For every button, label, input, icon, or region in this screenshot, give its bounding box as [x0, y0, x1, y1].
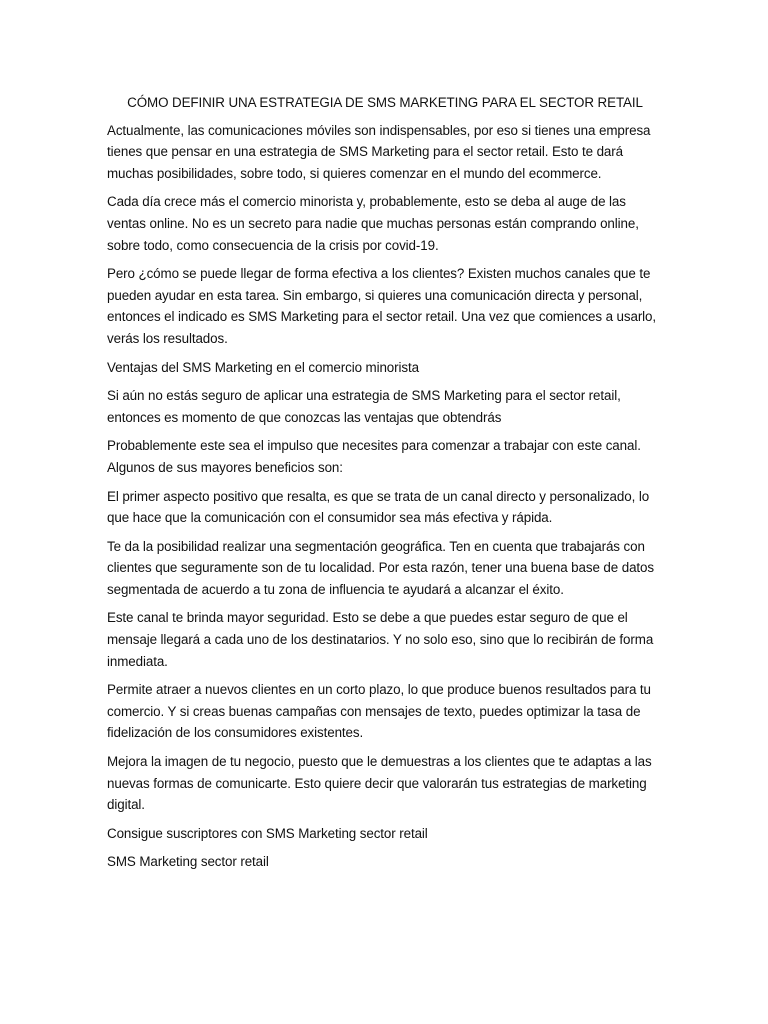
- section-heading-subscribers: Consigue suscriptores con SMS Marketing sector retail: [107, 825, 428, 841]
- paragraph-image: Mejora la imagen de tu negocio, puesto que le demuestras a los clientes que te adaptas a las nuevas formas de comunicarte. Esto quiere decir que valorarán tus estrategias de marketing digital.: [107, 754, 652, 813]
- paragraph-growth: Cada día crece más el comercio minorista y, probablemente, esto se deba al auge de las ventas online. No es un secreto para nadie que muchas personas están comprando online, sobre todo, como consecuencia de la crisis por covid-19.: [107, 194, 639, 253]
- paragraph-intro: Actualmente, las comunicaciones móviles son indispensables, por eso si tienes una empresa tienes que pensar en una estrategia de SMS Marketing para el sector retail. Esto te dará muchas posibilidades, sobre todo, si quieres comenzar en el mundo del ecommerce.: [107, 122, 651, 181]
- document-title: CÓMO DEFINIR UNA ESTRATEGIA DE SMS MARKETING PARA EL SECTOR RETAIL: [127, 95, 643, 110]
- paragraph-security: Este canal te brinda mayor seguridad. Esto se debe a que puedes estar seguro de que el mensaje llegará a cada uno de los destinatarios. Y no solo eso, sino que lo recibirán de forma inmediata.: [107, 610, 654, 669]
- document-page: [107, 92, 663, 880]
- paragraph-impulse: Probablemente este sea el impulso que necesites para comenzar a trabajar con este canal. Algunos de sus mayores beneficios son:: [107, 438, 641, 475]
- section-heading-sms-retail: SMS Marketing sector retail: [107, 854, 269, 870]
- paragraph-question: Pero ¿cómo se puede llegar de forma efectiva a los clientes? Existen muchos canales que te pueden ayudar en esta tarea. Sin embargo, si quieres una comunicación directa y personal, entonces el indicado es SMS Marketing para el sector retail. Una vez que comiences a usarlo, verás los resultados.: [107, 266, 657, 346]
- paragraph-new-clients: Permite atraer a nuevos clientes en un corto plazo, lo que produce buenos resultados para tu comercio. Y si creas buenas campañas con mensajes de texto, puedes optimizar la tasa de fidelización de los consumidores existentes.: [107, 682, 651, 741]
- paragraph-direct-channel: El primer aspecto positivo que resalta, es que se trata de un canal directo y personalizado, lo que hace que la comunicación con el consumidor sea más efectiva y rápida.: [107, 488, 650, 526]
- paragraph-segmentation: Te da la posibilidad realizar una segmentación geográfica. Ten en cuenta que trabajarás con clientes que seguramente son de tu localidad. Por esta razón, tener una buena base de datos segmentada de acuerdo a tu zona de influencia te ayudará a alcanzar el éxito.: [107, 538, 654, 597]
- section-heading-advantages: Ventajas del SMS Marketing en el comercio minorista: [107, 359, 419, 375]
- paragraph-unsure: Si aún no estás seguro de aplicar una estrategia de SMS Marketing para el sector retail, entonces es momento de que conozcas las ventajas que obtendrás: [107, 388, 621, 425]
